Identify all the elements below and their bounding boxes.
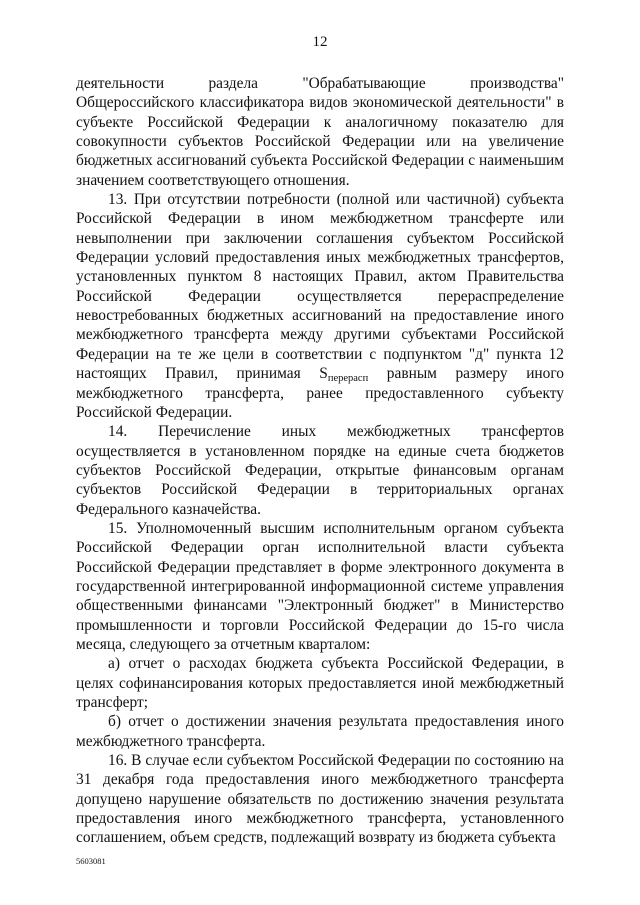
paragraph-13	[76, 190, 564, 422]
subparagraph-b: б) отчет о достижении значения результата предоставления иного межбюджетного трансферта.	[76, 713, 564, 750]
paragraph-16: 16. В случае если субъектом Российской Федерации по состоянию на 31 декабря года предоставления иного межбюджетного трансферта допущено нарушение обязательств по достижению значения результата предоставления иного межбюджетного трансферта, установленного соглашением, объем средств, подлежащий возврату из бюджета субъекта	[76, 752, 564, 847]
subparagraph-a: а) отчет о расходах бюджета субъекта Российской Федерации, в целях софинансирования которых предоставляется иной межбюджетный трансферт;	[76, 655, 564, 711]
paragraph-14: 14. Перечисление иных межбюджетных трансфертов осуществляется в установленном порядке на единые счета бюджетов субъектов Российской Федерации, открытые финансовым органам субъектов Российской Федерации в территориальных органах Федерального казначейства.	[76, 423, 564, 518]
document-id: 5603081	[76, 856, 106, 866]
page-number: 12	[312, 34, 328, 50]
paragraph-13-text-after: равным размеру иного межбюджетного трансферта, ранее предоставленного субъекту Российской Федерации.	[76, 365, 564, 421]
formula-symbol: S	[319, 365, 328, 383]
paragraph-continuation: деятельности раздела "Обрабатывающие производства" Общероссийского классификатора видов экономической деятельности" в субъекте Российской Федерации к аналогичному показателю для совокупности субъектов Российской Федерации или на увеличение бюджетных ассигнований субъекта Российской Федерации с наименьшим значением соответствующего отношения.	[76, 75, 564, 189]
document-body	[76, 74, 564, 848]
formula-subscript: перерасп	[327, 373, 369, 385]
paragraph-13-text: 13. При отсутствии потребности (полной или частичной) субъекта Российской Федерации в ином межбюджетном трансферте или невыполнении при заключении соглашения субъектом Российской Федерации условий предоставления иных межбюджетных трансфертов, установленных пунктом 8 настоящих Правил, актом Правительства Российской Федерации осуществляется перераспределение невостребованных бюджетных ассигнований на предоставление иного межбюджетного трансферта между другими субъектами Российской Федерации на те же цели в соответствии с подпунктом "д" пункта 12 настоящих Правил, принимая	[76, 191, 564, 383]
paragraph-15: 15. Уполномоченный высшим исполнительным органом субъекта Российской Федерации орган исполнительной власти субъекта Российской Федерации представляет в форме электронного документа в государственной интегрированной информационной системе управления общественными финансами "Электронный бюджет" в Министерство промышленности и торговли Российской Федерации до 15-го числа месяца, следующего за отчетным кварталом:	[76, 519, 564, 653]
